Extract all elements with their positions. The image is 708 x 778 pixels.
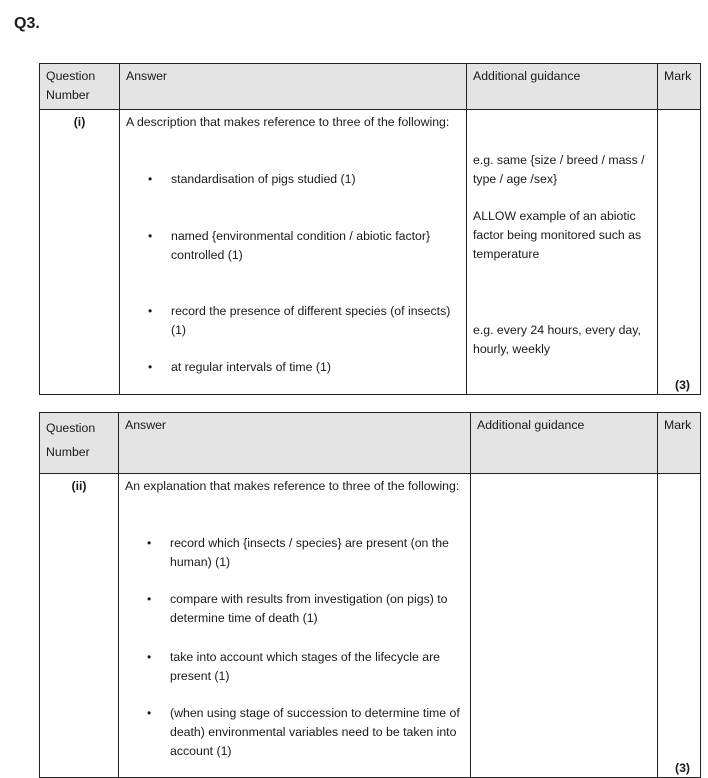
mark-scheme-table-part-i	[39, 63, 701, 395]
guidance-cell	[471, 474, 658, 778]
header-additional-guidance: Additional guidance	[467, 64, 658, 110]
mark-value: (3)	[674, 761, 690, 775]
list-item: • take into account which stages of the lifecycle are present (1)	[147, 650, 440, 683]
header-question-number: Question Number	[40, 413, 119, 474]
question-number: (i)	[40, 110, 120, 395]
table-row	[40, 474, 701, 778]
list-item: • record the presence of different species (of insects) (1)	[148, 304, 451, 337]
list-item: • standardisation of pigs studied (1)	[126, 170, 462, 189]
header-additional-guidance: Additional guidance	[471, 413, 658, 474]
table-row	[40, 110, 701, 395]
header-mark: Mark	[658, 64, 701, 110]
guidance-cell	[467, 110, 658, 395]
mark-scheme-table-part-ii	[39, 412, 701, 778]
bullet-icon: •	[148, 304, 153, 318]
answer-intro: An explanation that makes reference to three of the following:	[125, 479, 460, 493]
list-item: • at regular intervals of time (1)	[126, 358, 462, 377]
answer-cell	[120, 110, 467, 395]
header-answer: Answer	[119, 413, 471, 474]
bullet-icon: •	[148, 229, 153, 243]
question-title: Q3.	[14, 15, 40, 32]
bullet-icon: •	[147, 592, 152, 606]
guidance-text: e.g. same {size / breed / mass / type / age /sex}	[473, 153, 645, 186]
bullet-icon: •	[147, 650, 152, 664]
question-number: (ii)	[40, 474, 119, 778]
list-item: • (when using stage of succession to determine time of death) environmental variables need to be taken into account (1)	[147, 706, 460, 758]
bullet-icon: •	[148, 360, 153, 374]
list-item: • named {environmental condition / abiotic factor} controlled (1)	[148, 229, 431, 262]
mark-value: (3)	[674, 378, 690, 392]
bullet-icon: •	[147, 536, 152, 550]
answer-intro: A description that makes reference to three of the following:	[126, 115, 450, 129]
mark-cell	[658, 110, 701, 395]
bullet-icon: •	[148, 172, 153, 186]
header-mark: Mark	[658, 413, 701, 474]
header-answer: Answer	[120, 64, 467, 110]
list-item: • compare with results from investigation (on pigs) to determine time of death (1)	[147, 592, 448, 625]
table-header-row	[40, 64, 701, 110]
answer-cell	[119, 474, 471, 778]
guidance-text: e.g. every 24 hours, every day, hourly, weekly	[473, 323, 641, 356]
list-item: • record which {insects / species} are present (on the human) (1)	[147, 536, 449, 569]
table-header-row	[40, 413, 701, 474]
guidance-text: ALLOW example of an abiotic factor being monitored such as temperature	[473, 209, 642, 261]
mark-cell	[658, 474, 701, 778]
bullet-icon: •	[147, 706, 152, 720]
header-question-number: Question Number	[40, 64, 120, 110]
